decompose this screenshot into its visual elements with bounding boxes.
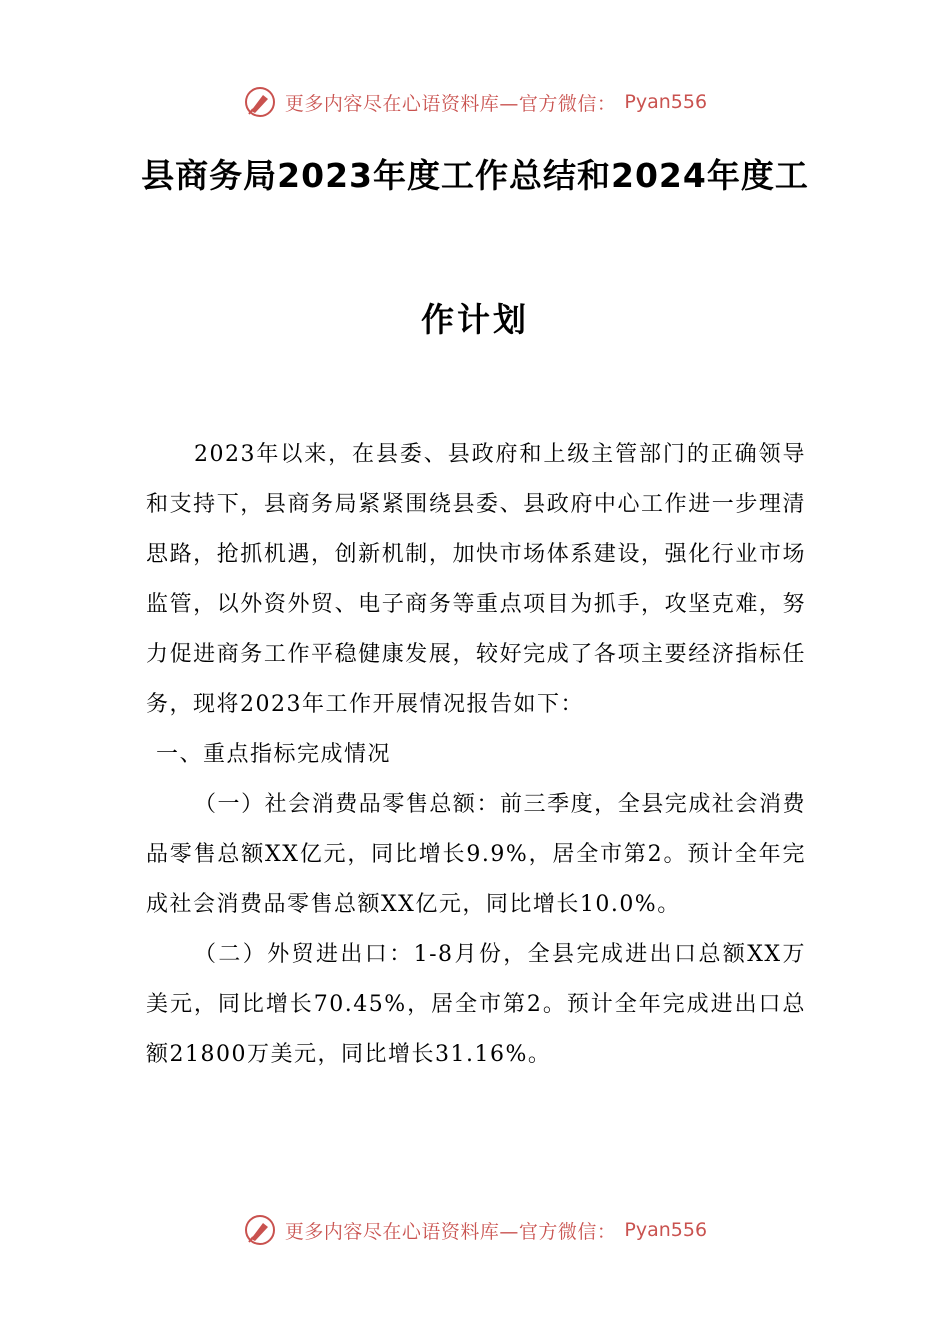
paragraph-intro: 2023年以来，在县委、县政府和上级主管部门的正确领导和支持下，县商务局紧紧围绕县委、县政府中心工作进一步理清思路，抢抓机遇，创新机制，加快市场体系建设，强化行业市场监管，以外资外贸、电子商务等重点项目为抓手，攻坚克难，努力促进商务工作平稳健康发展，较好完成了各项主要经济指标任务，现将2023年工作开展情况报告如下： bbox=[146, 442, 806, 717]
watermark-text: 更多内容尽在心语资料库—官方微信： bbox=[284, 92, 617, 115]
paragraph-foreign-trade: （二）外贸进出口：1-8月份，全县完成进出口总额XX万美元，同比增长70.45%，居全市第2。预计全年完成进出口总额21800万美元，同比增长31.16%。 bbox=[146, 942, 806, 1067]
paragraph-retail-sales: （一）社会消费品零售总额：前三季度，全县完成社会消费品零售总额XX亿元，同比增长9.9%，居全市第2。预计全年完成社会消费品零售总额XX亿元，同比增长10.0%。 bbox=[146, 792, 806, 917]
watermark-wechat-id: Pyan556 bbox=[624, 91, 708, 113]
watermark-text: 更多内容尽在心语资料库—官方微信： bbox=[284, 1220, 617, 1243]
document-title-line-2: 作计划 bbox=[421, 300, 529, 339]
footer-watermark bbox=[0, 1210, 950, 1250]
pen-nib-logo-icon bbox=[243, 1213, 277, 1247]
header-watermark bbox=[0, 82, 950, 122]
section-heading: 一、重点指标完成情况 bbox=[156, 742, 392, 767]
watermark-wechat-id: Pyan556 bbox=[624, 1219, 708, 1241]
document-title-line-1: 县商务局2023年度工作总结和2024年度工 bbox=[141, 156, 809, 195]
pen-nib-logo-icon bbox=[243, 85, 277, 119]
document-body bbox=[146, 430, 806, 1080]
